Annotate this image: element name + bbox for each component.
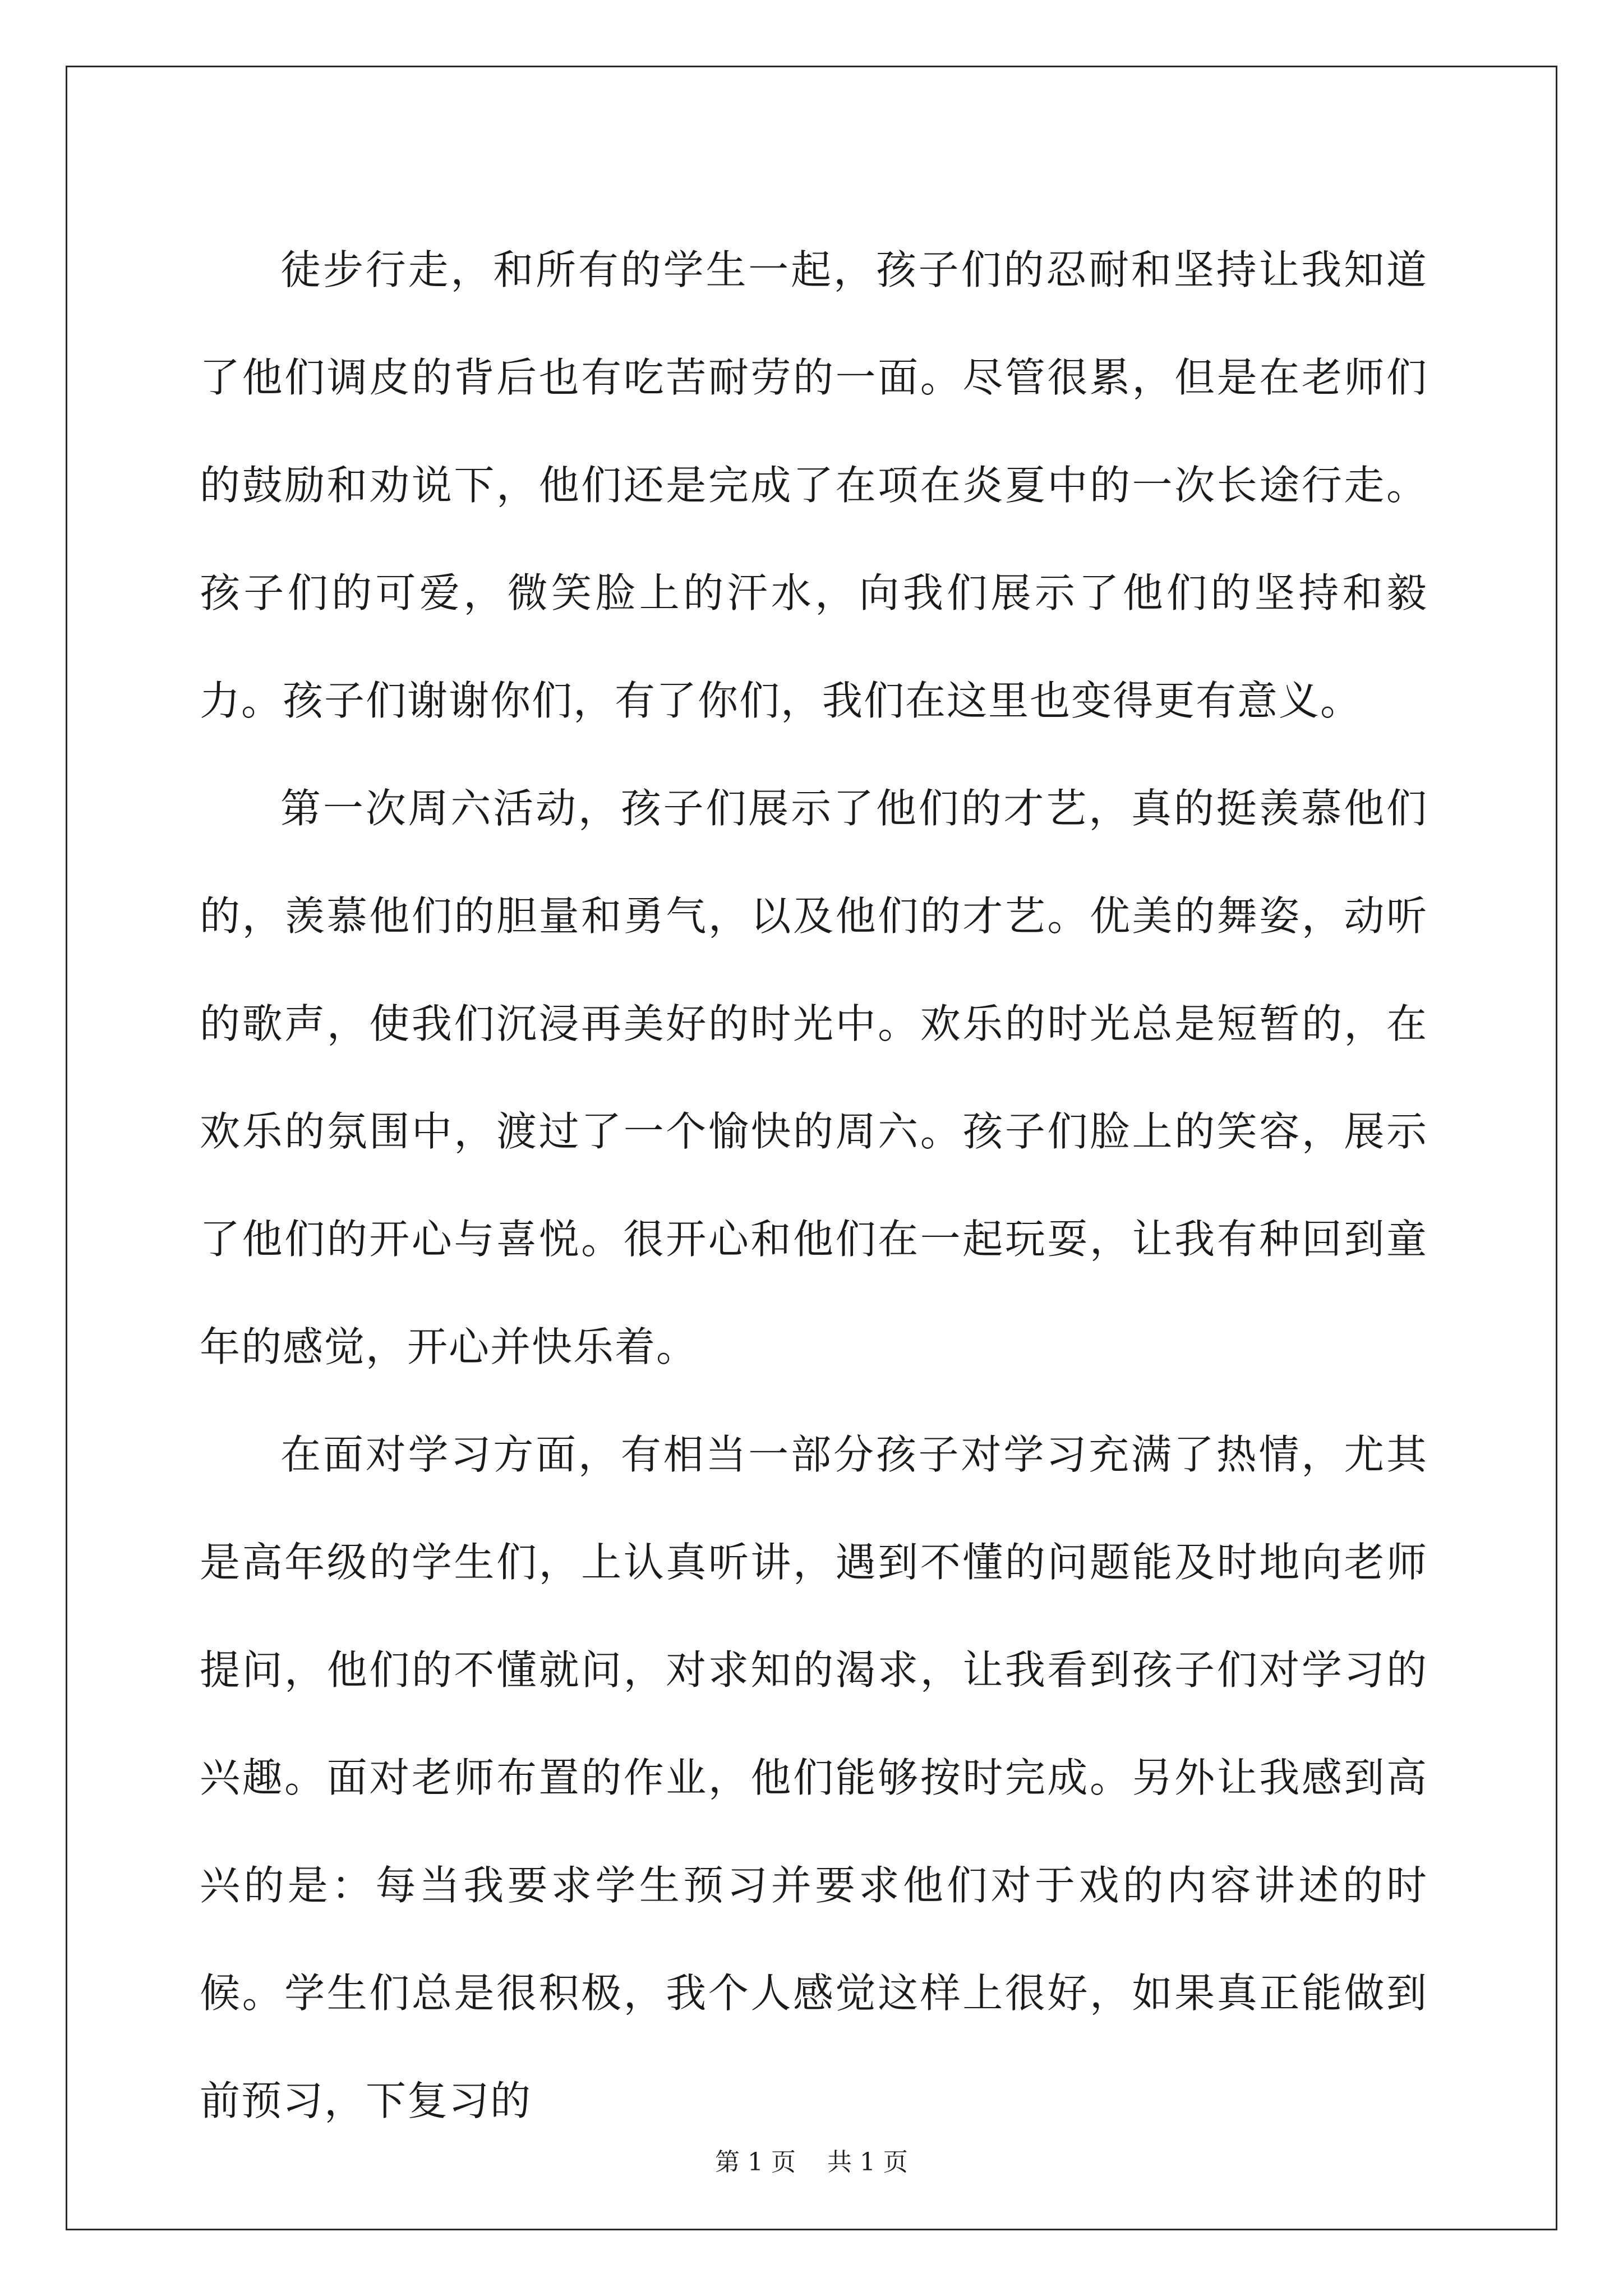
paragraph-2: 第一次周六活动，孩子们展示了他们的才艺，真的挺羡慕他们的，羡慕他们的胆量和勇气，以及他们的才艺。优美的舞姿，动听的歌声，使我们沉浸再美好的时光中。欢乐的时光总是短暂的，在欢乐的氛围中，渡过了一个愉快的周六。孩子们脸上的笑容，展示了他们的开心与喜悦。很开心和他们在一起玩耍，让我有种回到童年的感觉，开心并快乐着。 (200, 785, 1428, 1370)
paragraph-1: 徒步行走，和所有的学生一起，孩子们的忍耐和坚持让我知道了他们调皮的背后也有吃苦耐劳的一面。尽管很累，但是在老师们的鼓励和劝说下，他们还是完成了在项在炎夏中的一次长途行走。孩子们的可爱，微笑脸上的汗水，向我们展示了他们的坚持和毅力。孩子们谢谢你们，有了你们，我们在这里也变得更有意义。 (200, 246, 1428, 724)
page-number-footer: 第 1 页 共 1 页 (715, 2148, 908, 2177)
document-body (200, 216, 1428, 2155)
paragraph-3: 在面对学习方面，有相当一部分孩子对学习充满了热情，尤其是高年级的学生们，上认真听讲，遇到不懂的问题能及时地向老师提问，他们的不懂就问，对求知的渴求，让我看到孩子们对学习的兴趣。面对老师布置的作业，他们能够按时完成。另外让我感到高兴的是：每当我要求学生预习并要求他们对于戏的内容讲述的时候。学生们总是很积极，我个人感觉这样上很好，如果真正能做到前预习，下复习的 (200, 1431, 1428, 2124)
